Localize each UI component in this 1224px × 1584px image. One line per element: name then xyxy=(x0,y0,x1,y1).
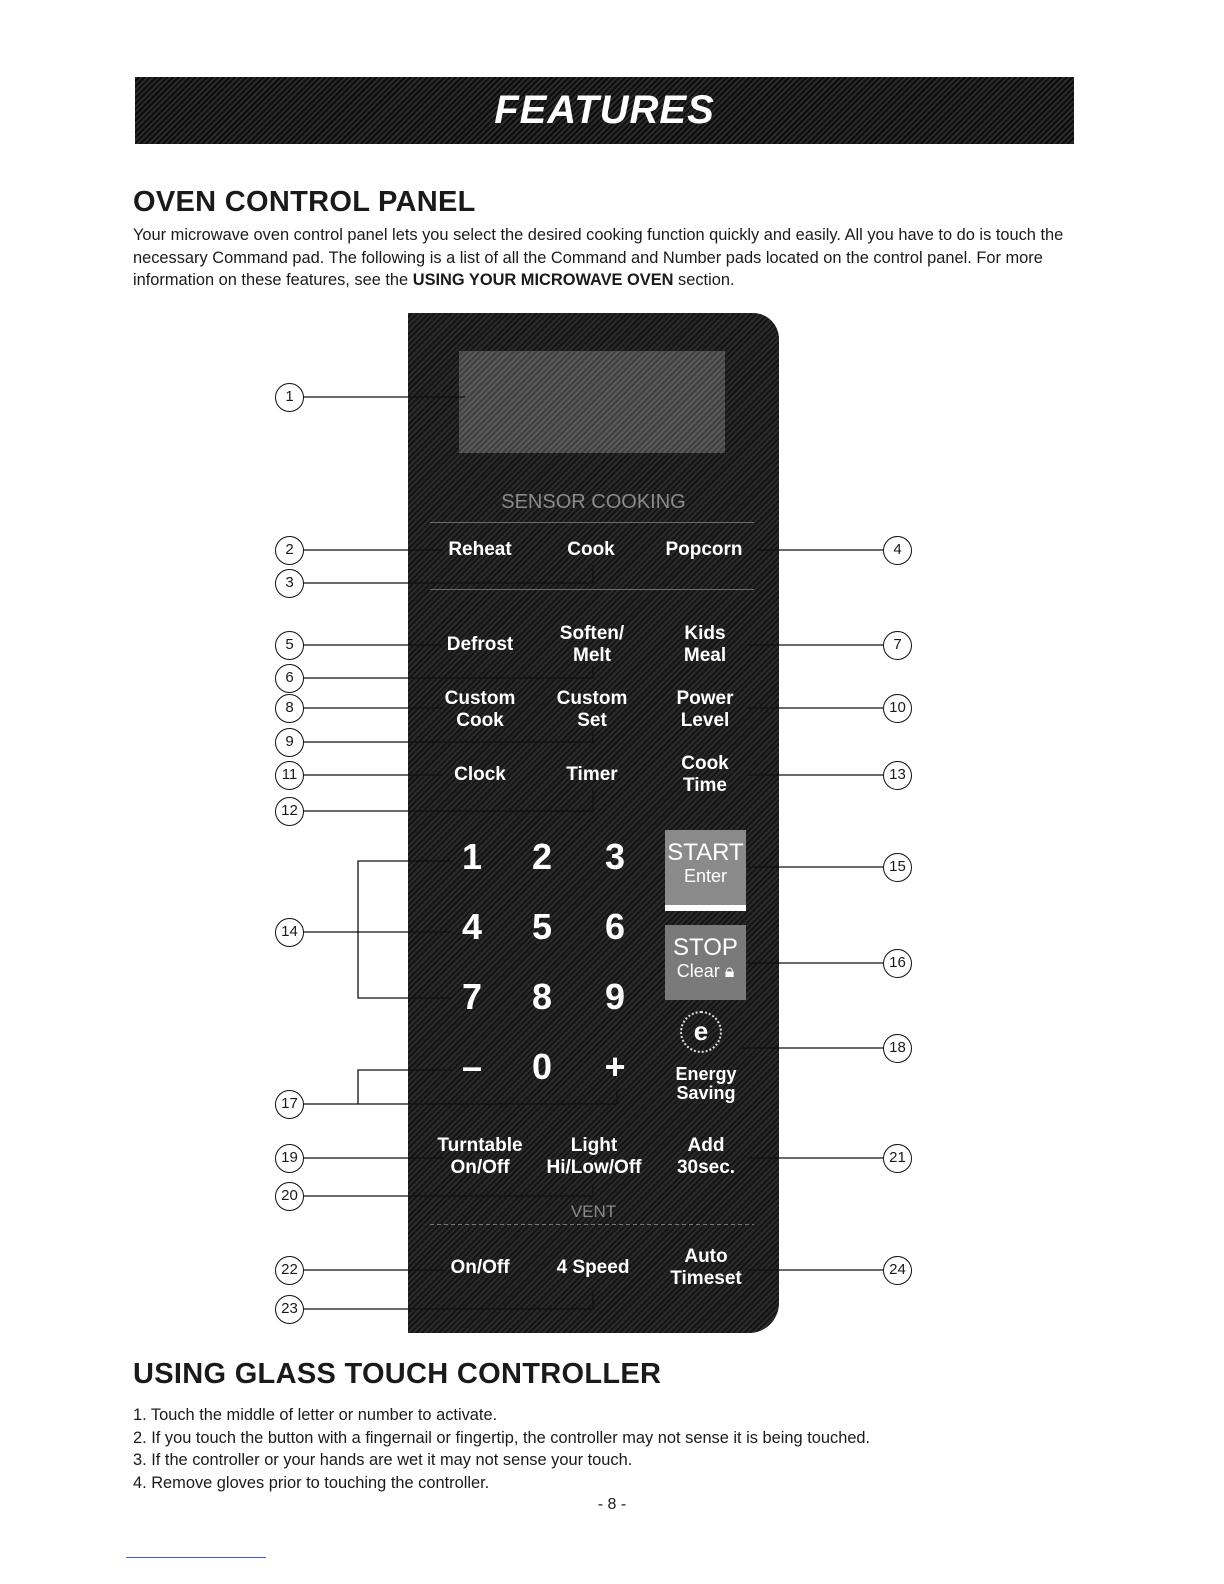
number-pad-4[interactable]: 4 xyxy=(461,906,483,947)
number-pad-7[interactable]: 7 xyxy=(461,976,483,1017)
plus-pad[interactable]: + xyxy=(604,1046,626,1087)
instructions-list xyxy=(133,1404,1093,1494)
add-30sec-pad[interactable]: Add 30sec. xyxy=(676,1135,736,1178)
callout-24: 24 xyxy=(883,1256,912,1285)
number-pad-8[interactable]: 8 xyxy=(531,976,553,1017)
custom-cook-pad[interactable]: Custom Cook xyxy=(444,688,516,731)
number-pad-6[interactable]: 6 xyxy=(604,906,626,947)
number-pad-0[interactable]: 0 xyxy=(531,1046,553,1087)
number-pad-1[interactable]: 1 xyxy=(461,836,483,877)
kids-meal-pad[interactable]: Kids Meal xyxy=(683,623,727,666)
banner-title: FEATURES xyxy=(494,88,715,132)
lock-icon: 🔒︎ xyxy=(719,961,735,981)
vent-on-off-pad[interactable]: On/Off xyxy=(450,1257,510,1278)
callout-23: 23 xyxy=(275,1295,304,1324)
footer-line xyxy=(126,1557,266,1558)
popcorn-pad[interactable]: Popcorn xyxy=(665,539,743,560)
list-item: 4. Remove gloves prior to touching the controller. xyxy=(133,1473,490,1492)
callout-13: 13 xyxy=(883,761,912,790)
custom-set-pad[interactable]: Custom Set xyxy=(556,688,628,731)
number-pad-3[interactable]: 3 xyxy=(604,836,626,877)
oven-control-panel-heading: OVEN CONTROL PANEL xyxy=(133,186,476,218)
callout-7: 7 xyxy=(883,631,912,660)
start-label: START xyxy=(667,839,744,866)
page-number: - 8 - xyxy=(597,1496,627,1513)
intro-text: Your microwave oven control panel lets you select the desired cooking function quickly and easily. All you have to do is touch the necessary Command pad. The following is a list of all the Command and Number pads located on the control panel. For more information on these features, see the xyxy=(133,226,1064,289)
clock-pad[interactable]: Clock xyxy=(454,764,506,785)
callout-18: 18 xyxy=(883,1034,912,1063)
callout-15: 15 xyxy=(883,853,912,882)
clear-label: Clear xyxy=(676,961,720,981)
stop-label: STOP xyxy=(673,934,738,961)
reheat-pad[interactable]: Reheat xyxy=(448,539,512,560)
turntable-pad[interactable]: Turntable On/Off xyxy=(437,1135,523,1178)
energy-saving-icon[interactable]: e xyxy=(680,1011,722,1053)
sensor-cooking-label: SENSOR COOKING xyxy=(501,491,686,513)
list-item: 2. If you touch the button with a fingernail or fingertip, the controller may not sense it is being touched. xyxy=(133,1428,871,1447)
callout-1: 1 xyxy=(275,383,304,412)
callout-22: 22 xyxy=(275,1256,304,1285)
callout-19: 19 xyxy=(275,1144,304,1173)
cook-time-pad[interactable]: Cook Time xyxy=(681,753,729,796)
callout-16: 16 xyxy=(883,949,912,978)
intro-bold-text: USING YOUR MICROWAVE OVEN xyxy=(412,271,674,289)
list-item: 3. If the controller or your hands are wet it may not sense your touch. xyxy=(133,1451,633,1469)
callout-3: 3 xyxy=(275,569,304,598)
callout-9: 9 xyxy=(275,728,304,757)
callout-10: 10 xyxy=(883,694,912,723)
vent-label: VENT xyxy=(570,1202,617,1221)
number-pad-9[interactable]: 9 xyxy=(604,976,626,1017)
enter-label: Enter xyxy=(683,866,728,886)
auto-timeset-pad[interactable]: Auto Timeset xyxy=(670,1246,742,1289)
callout-11: 11 xyxy=(275,761,304,790)
callout-6: 6 xyxy=(275,664,304,693)
power-level-pad[interactable]: Power Level xyxy=(676,688,734,731)
callout-2: 2 xyxy=(275,536,304,565)
light-pad[interactable]: Light Hi/Low/Off xyxy=(546,1135,642,1178)
callout-21: 21 xyxy=(883,1144,912,1173)
callout-17: 17 xyxy=(275,1090,304,1119)
timer-pad[interactable]: Timer xyxy=(566,764,618,785)
soften-melt-pad[interactable]: Soften/ Melt xyxy=(559,623,625,666)
cook-pad[interactable]: Cook xyxy=(567,539,615,560)
intro-text-end: section. xyxy=(673,271,735,289)
callout-5: 5 xyxy=(275,631,304,660)
vent-speed-pad[interactable]: 4 Speed xyxy=(556,1257,630,1278)
glass-touch-heading: USING GLASS TOUCH CONTROLLER xyxy=(133,1358,662,1390)
callout-8: 8 xyxy=(275,694,304,723)
number-pad-2[interactable]: 2 xyxy=(531,836,553,877)
callout-12: 12 xyxy=(275,797,304,826)
minus-pad[interactable]: – xyxy=(461,1046,483,1087)
list-item: 1. Touch the middle of letter or number to activate. xyxy=(133,1406,498,1424)
callout-14: 14 xyxy=(275,918,304,947)
callout-4: 4 xyxy=(883,536,912,565)
defrost-pad[interactable]: Defrost xyxy=(446,634,514,655)
callout-20: 20 xyxy=(275,1182,304,1211)
energy-saving-pad[interactable]: Energy Saving xyxy=(675,1064,737,1103)
number-pad-5[interactable]: 5 xyxy=(531,906,553,947)
